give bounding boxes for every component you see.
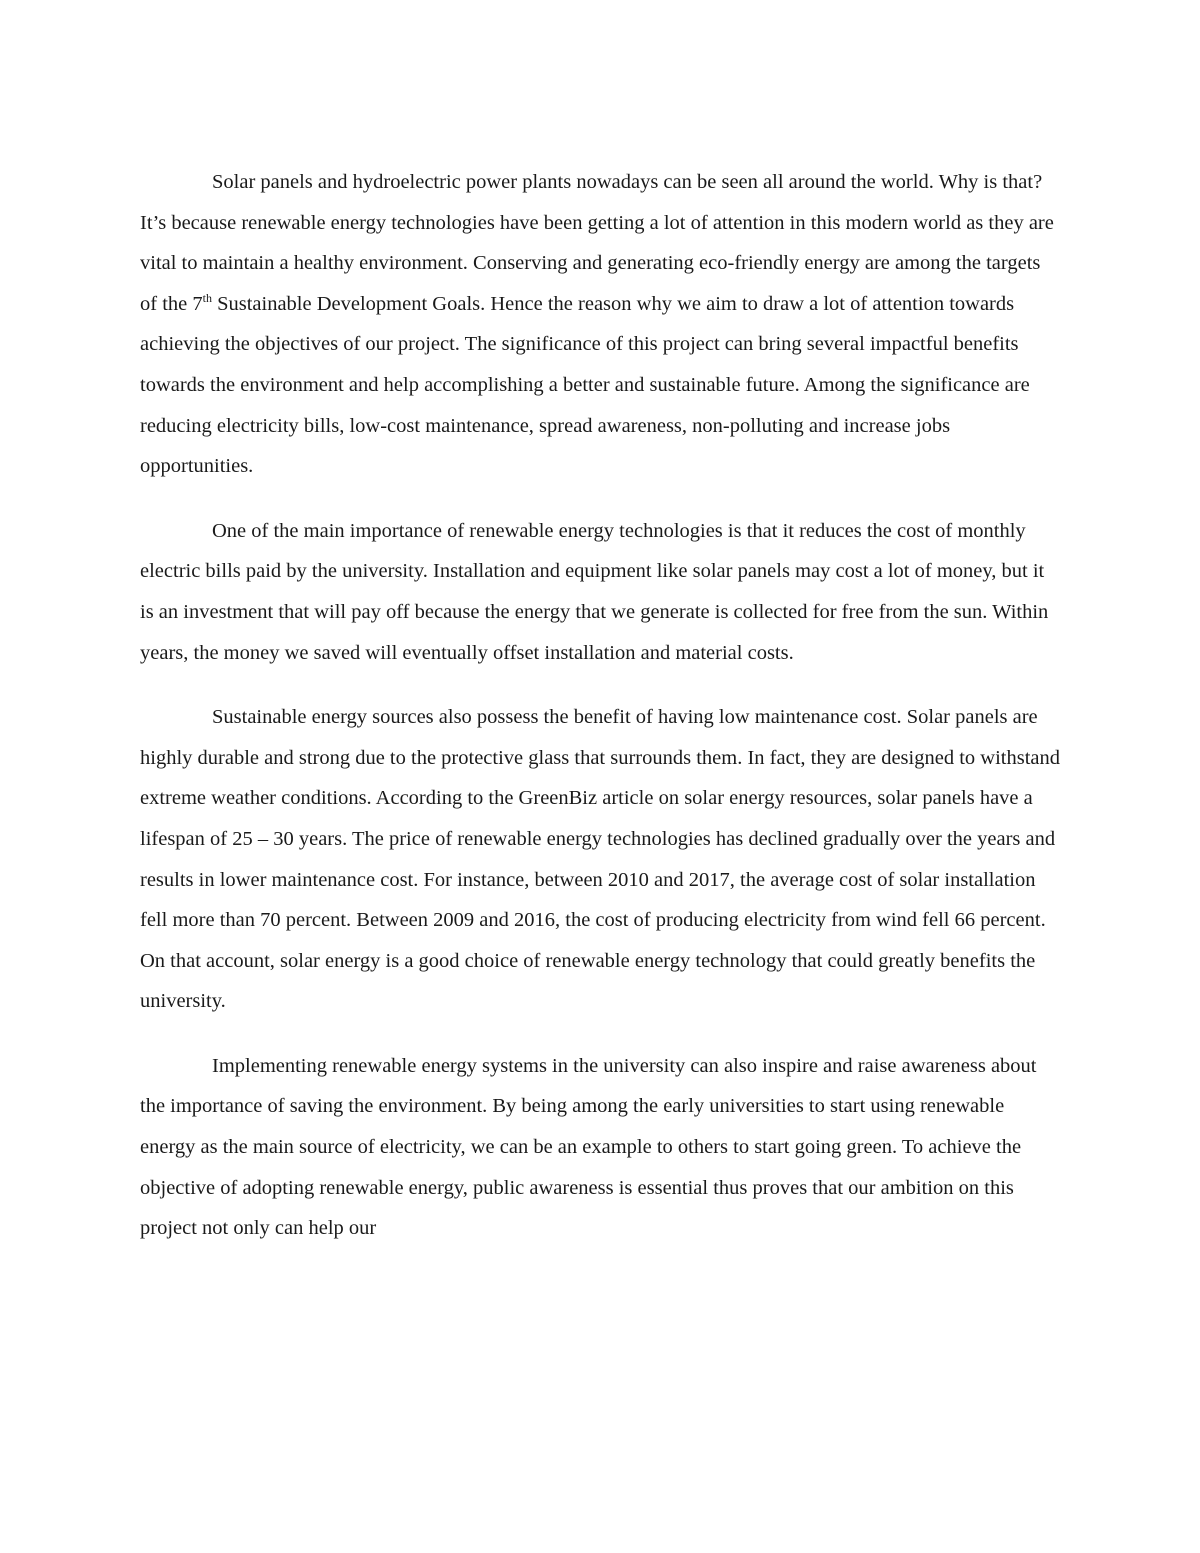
- document-body: [140, 162, 1060, 1249]
- paragraph-electric-bills: One of the main importance of renewable energy technologies is that it reduces the cost of monthly electric bills paid by the university. Installation and equipment like solar panels may cost a lot of money, but it is an investment that will pay off because the energy that we generate is collected for free from the sun. Within years, the money we saved will eventually offset installation and material costs.: [140, 519, 1049, 664]
- paragraph-maintenance-cost: Sustainable energy sources also possess the benefit of having low maintenance cost. Solar panels are highly durable and strong due to the protective glass that surrounds them. In fact, they are designed to withstand extreme weather conditions. According to the GreenBiz article on solar energy resources, solar panels have a lifespan of 25 – 30 years. The price of renewable energy technologies has declined gradually over the years and results in lower maintenance cost. For instance, between 2010 and 2017, the average cost of solar installation fell more than 70 percent. Between 2009 and 2016, the cost of producing electricity from wind fell 66 percent. On that account, solar energy is a good choice of renewable energy technology that could greatly benefits the university.: [140, 706, 1060, 1013]
- paragraph-intro: [140, 162, 1060, 487]
- paragraph-awareness: Implementing renewable energy systems in the university can also inspire and raise awareness about the importance of saving the environment. By being among the early universities to start using renewable energy as the main source of electricity, we can be an example to others to start going green. To achieve the objective of adopting renewable energy, public awareness is essential thus proves that our ambition on this project not only can help our: [140, 1054, 1037, 1240]
- ordinal-superscript: th: [202, 290, 212, 305]
- paragraph-intro-text-end: Sustainable Development Goals. Hence the reason why we aim to draw a lot of attention towards achieving the objectives of our project. The significance of this project can bring several impactful benefits towards the environment and help accomplishing a better and sustainable future. Among the significance are reducing electricity bills, low-cost maintenance, spread awareness, non-polluting and increase jobs opportunities.: [140, 292, 1030, 478]
- paragraph-intro-text-start: Solar panels and hydroelectric power plants nowadays can be seen all around the world. Why is that? It’s because renewable energy technologies have been getting a lot of attention in this modern world as they are vital to maintain a healthy environment. Conserving and generating eco-friendly energy are among the targets of the 7: [140, 171, 1054, 315]
